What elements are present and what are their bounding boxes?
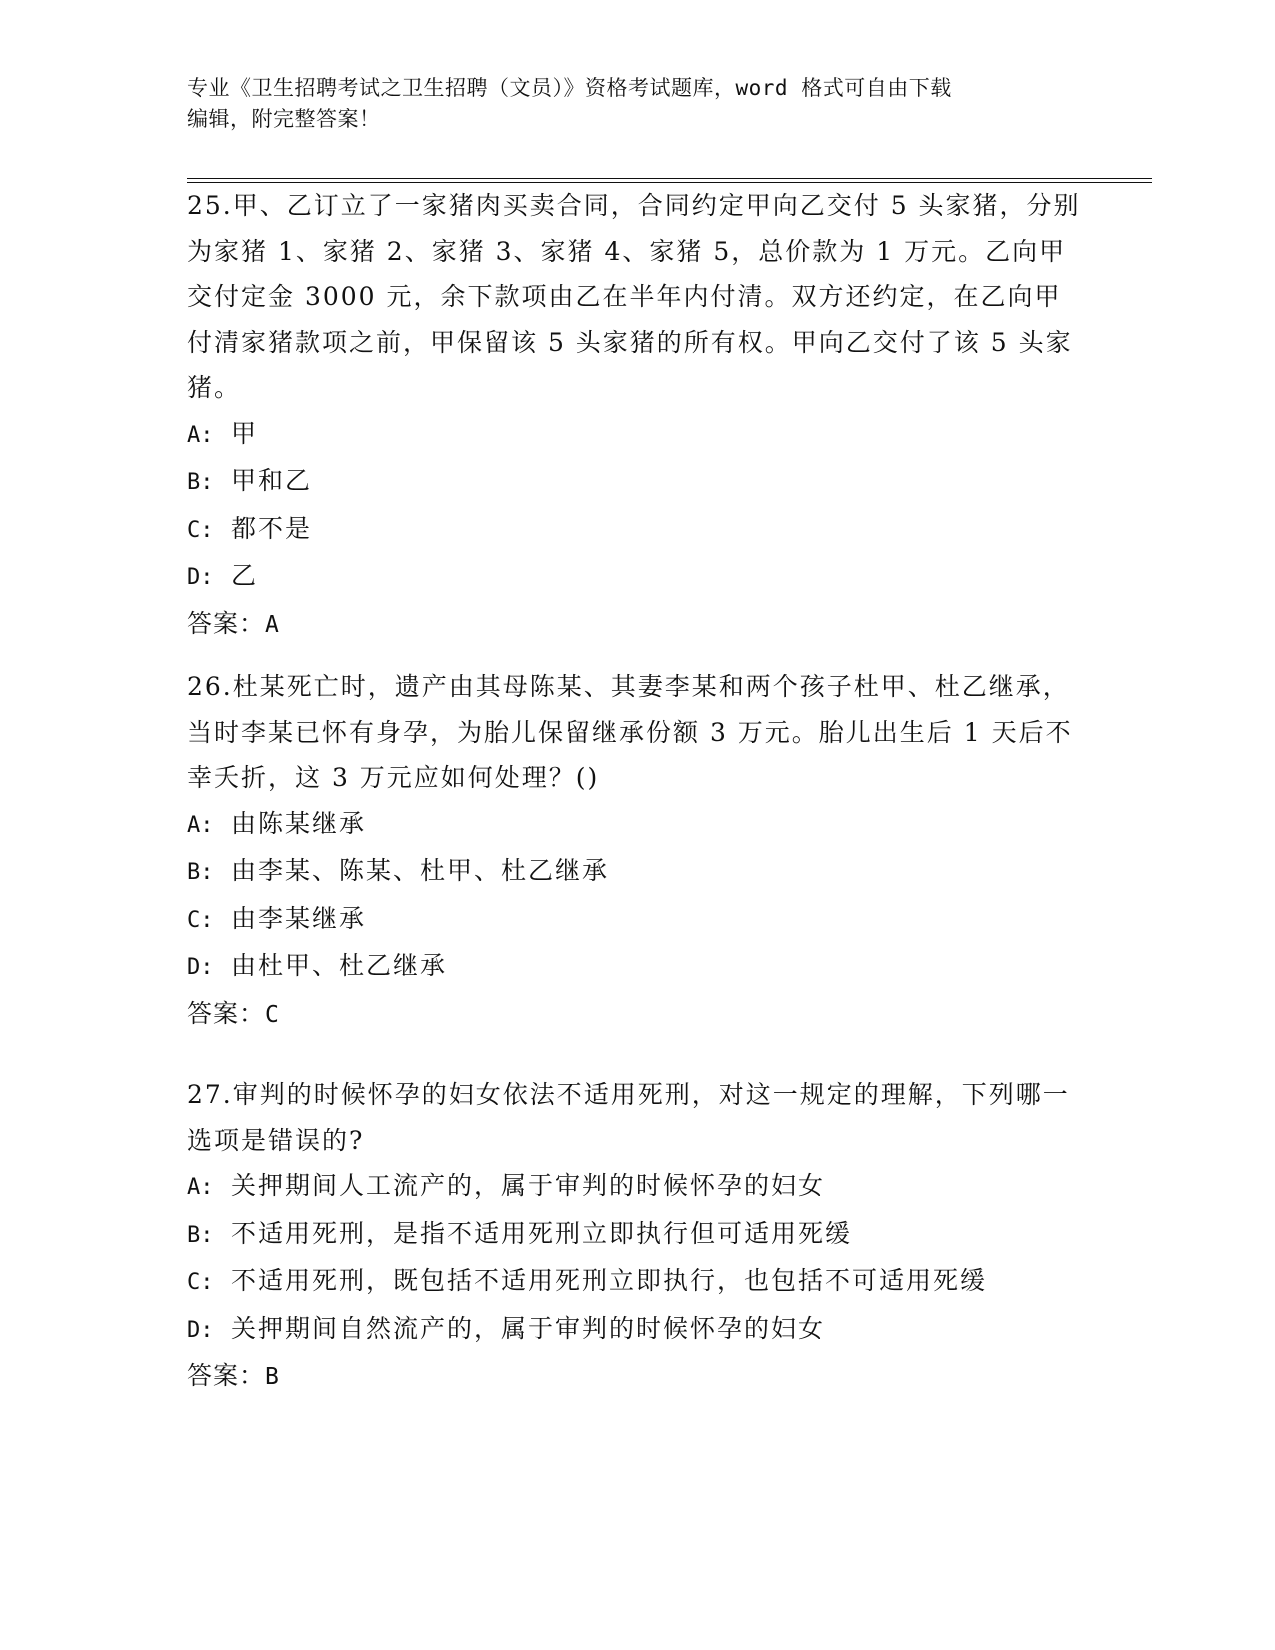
option-letter: D: [187,955,214,980]
option-d [187,1306,1087,1354]
option-letter: D: [187,1317,214,1343]
option-letter: B: [187,1222,214,1248]
option-text: 甲 [231,418,259,448]
option-text: 由李某、陈某、杜甲、杜乙继承 [231,856,610,885]
answer-value: B [265,1364,280,1390]
question-27 [187,1072,1087,1401]
option-c [187,1258,1087,1306]
option-text: 不适用死刑，是指不适用死刑立即执行但可适用死缓 [231,1218,853,1248]
option-text: 由杜甲、杜乙继承 [231,951,448,980]
option-text: 由陈某继承 [231,808,367,838]
answer-value: C [265,1001,280,1028]
option-text: 不适用死刑，既包括不适用死刑立即执行，也包括不可适用死缓 [231,1266,988,1295]
answer-label: 答案： [187,608,266,638]
option-a [187,801,1087,849]
question-stem: 27.审判的时候怀孕的妇女依法不适用死刑，对这一规定的理解，下列哪一选项是错误的? [187,1080,1070,1155]
answer-line [187,991,1087,1039]
option-a [187,411,1087,459]
option-c [187,896,1087,944]
document-header [187,73,1087,135]
option-text: 关押期间自然流产的，属于审判的时候怀孕的妇女 [231,1313,826,1343]
option-letter: B: [187,470,214,495]
option-letter: A: [187,812,214,838]
answer-line [187,1353,1087,1401]
header-line-1: 专业《卫生招聘考试之卫生招聘（文员）》资格考试题库，word 格式可自由下载 [187,76,952,100]
option-letter: C: [187,1270,214,1295]
option-a [187,1163,1087,1211]
option-letter: B: [187,860,214,885]
option-text: 都不是 [231,513,313,543]
question-25 [187,183,1087,648]
answer-value: A [265,611,280,638]
option-letter: A: [187,1175,214,1200]
option-d [187,943,1087,991]
option-letter: C: [187,517,214,543]
option-b [187,1211,1087,1259]
answer-label: 答案： [187,998,266,1028]
question-26 [187,664,1087,1038]
question-stem: 26.杜某死亡时，遗产由其母陈某、其妻李某和两个孩子杜甲、杜乙继承，当时李某已怀有身孕，为胎儿保留继承份额 3 万元。胎儿出生后 1 天后不幸夭折，这 3 万元应如何处理？() [187,672,1073,792]
header-divider-top [187,178,1152,179]
option-text: 关押期间人工流产的，属于审判的时候怀孕的妇女 [231,1171,826,1200]
answer-label: 答案： [187,1361,266,1390]
option-text: 甲和乙 [231,466,313,495]
answer-line [187,601,1087,649]
option-letter: A: [187,422,214,448]
question-stem: 25.甲、乙订立了一家猪肉买卖合同，合同约定甲向乙交付 5 头家猪，分别为家猪 1、家猪 2、家猪 3、家猪 4、家猪 5，总价款为 1 万元。乙向甲交付定金 3000 元，余下款项由乙在半年内付清。双方还约定，在乙向甲付清家猪款项之前，甲保留该 5 头家猪的所有权。甲向乙交付了该 5 头家猪。 [187,191,1081,402]
option-text: 由李某继承 [231,903,367,933]
header-line-2: 编辑，附完整答案！ [187,107,381,131]
option-d [187,553,1087,601]
option-b [187,458,1087,506]
option-letter: D: [187,565,214,590]
option-c [187,506,1087,554]
option-letter: C: [187,907,214,933]
option-text: 乙 [231,561,259,590]
option-b [187,848,1087,896]
